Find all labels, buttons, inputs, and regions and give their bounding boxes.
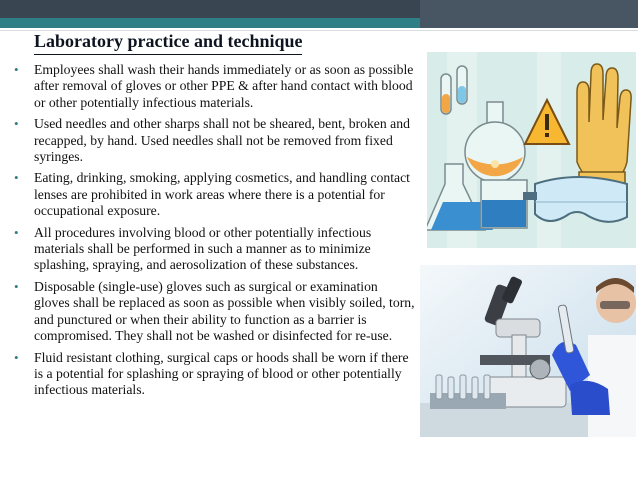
bullet-icon: • bbox=[14, 349, 19, 365]
lab-safety-icons bbox=[427, 52, 636, 248]
bullet-text: Fluid resistant clothing, surgical caps or hoods shall be worn if there is a potential for splashing or spraying of blood or other potentially infectious materials. bbox=[34, 349, 409, 398]
bullet-icon: • bbox=[14, 116, 19, 132]
microscope-photo bbox=[420, 265, 636, 437]
lab-safety-illustration bbox=[427, 52, 636, 248]
scientist-microscope-image bbox=[420, 265, 636, 437]
bullet-item bbox=[10, 350, 415, 399]
bullet-icon: • bbox=[14, 62, 19, 77]
bullet-list bbox=[10, 62, 415, 404]
bullet-icon: • bbox=[14, 224, 19, 240]
bullet-text: Disposable (single-use) gloves such as surgical or examination gloves shall be replaced as soon as possible when visibly soiled, torn, and punctured or when their ability to function as a barrier is compromised. They shall not be washed or disinfected for re-use. bbox=[34, 278, 415, 344]
bullet-icon: • bbox=[14, 278, 19, 294]
bullet-text: Employees shall wash their hands immediately or as soon as possible after removal of gloves or other PPE & after hand contact with blood or other potentially infectious materials. bbox=[34, 62, 414, 110]
bullet-item bbox=[10, 170, 415, 219]
bullet-item bbox=[10, 279, 415, 345]
bullet-text: Eating, drinking, smoking, applying cosmetics, and handling contact lenses are prohibited in work areas where there is a potential for occupational exposure. bbox=[34, 170, 410, 219]
bullet-text: All procedures involving blood or other potentially infectious materials shall be performed in such a manner as to minimize splashing, spraying, and aerosolization of these substances. bbox=[34, 224, 372, 273]
bullet-item bbox=[10, 225, 415, 274]
slide-title: Laboratory practice and technique bbox=[34, 30, 302, 55]
bullet-text: Used needles and other sharps shall not be sheared, bent, broken and recapped, by hand. Used needles shall not be removed from fixed syringes. bbox=[34, 116, 410, 165]
bullet-item bbox=[10, 62, 415, 111]
bullet-item bbox=[10, 116, 415, 165]
header-bar-right-block bbox=[420, 0, 638, 28]
bullet-icon: • bbox=[14, 170, 19, 186]
